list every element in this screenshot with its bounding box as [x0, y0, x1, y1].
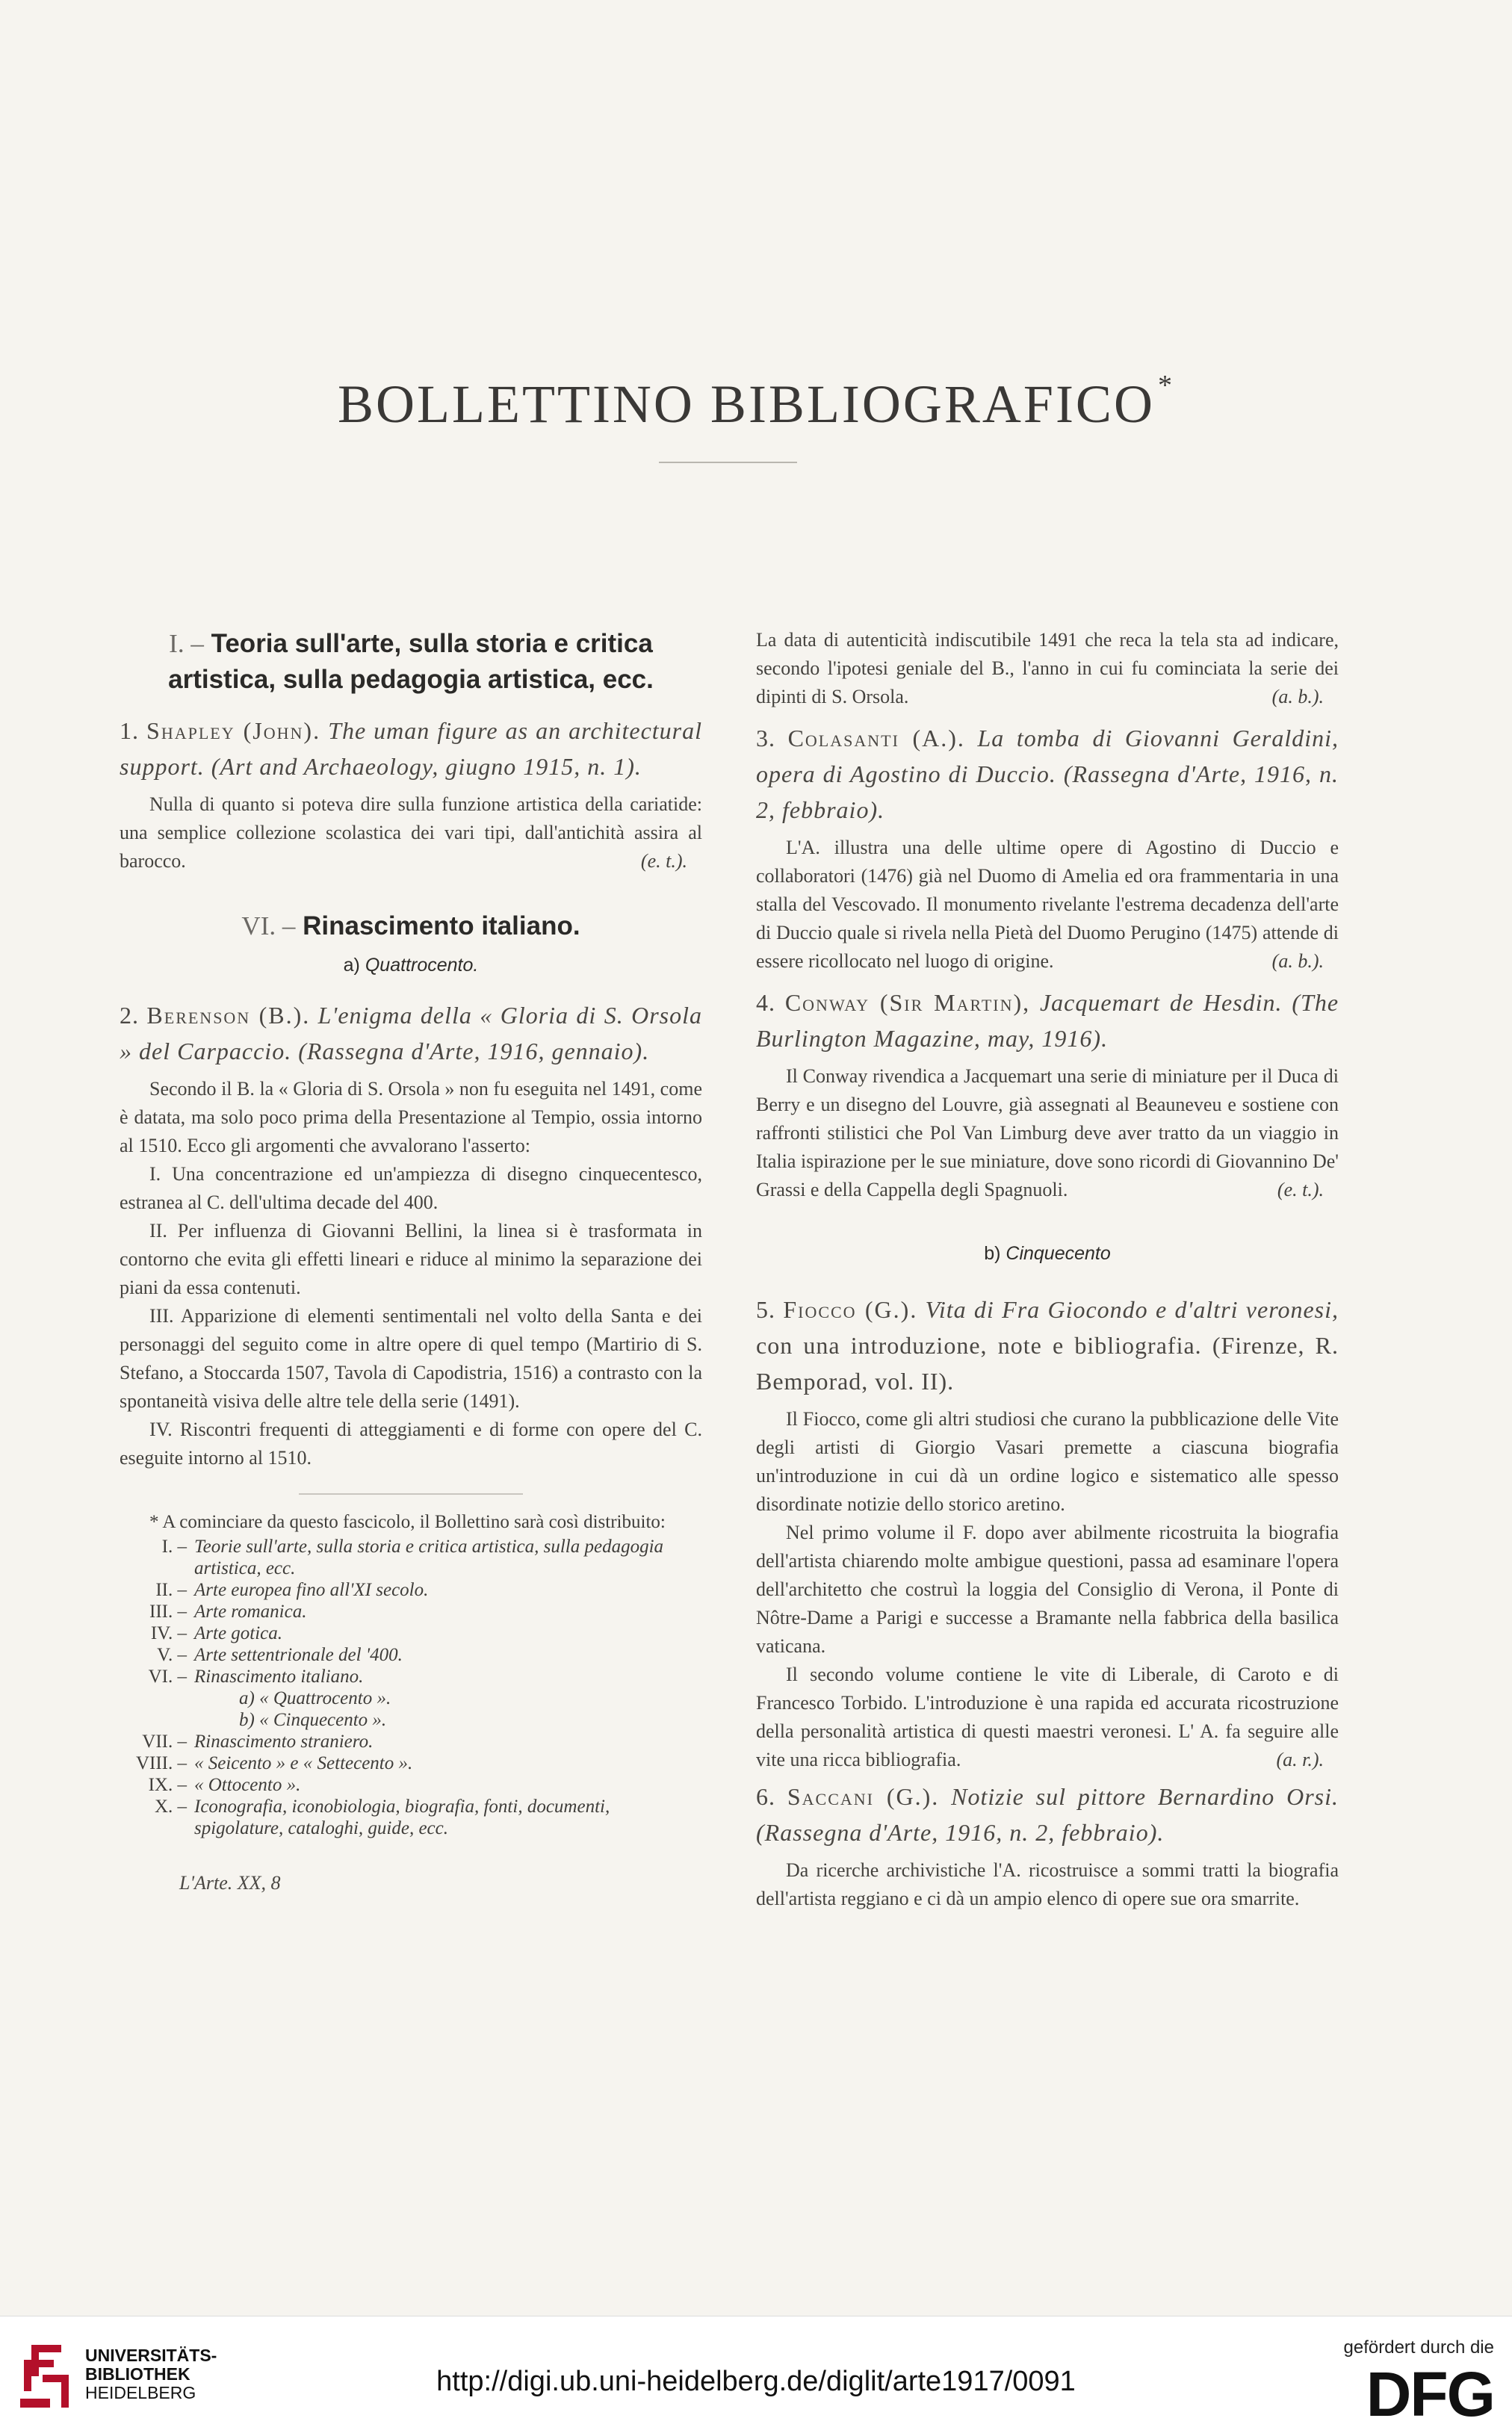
- entry-number: 4.: [756, 989, 775, 1016]
- footnote-item-number: VII. –: [142, 1732, 187, 1752]
- footnote-item-text: « Seicento » e « Settecento ».: [194, 1753, 413, 1773]
- entry-6-body: [756, 1856, 1339, 1913]
- entry-source: con una introduzione, note e bibliografia. (Firenze, R. Bemporad, vol. II).: [756, 1332, 1339, 1395]
- footnote-item-text: Teorie sull'arte, sulla storia e critica artistica, sulla pedagogia artistica, ecc.: [194, 1537, 664, 1578]
- library-line: BIBLIOTHEK: [85, 2364, 190, 2384]
- footnote-intro: * A cominciare da questo fascicolo, il Bollettino sarà così distribuito:: [149, 1512, 666, 1532]
- entry-author: Shapley (John).: [146, 717, 321, 744]
- footnote-item-text: Arte settentrionale del '400.: [194, 1645, 403, 1665]
- footnote-item-number: [120, 1687, 194, 1709]
- footnote-item-text: a) « Quattrocento ».: [239, 1688, 391, 1708]
- section-number: VI. –: [241, 911, 296, 940]
- entry-author: Berenson (B.).: [146, 1002, 311, 1029]
- entry-5-body: [756, 1405, 1339, 1774]
- entry-2-body: [120, 1075, 702, 1472]
- footnote-item: [120, 1666, 702, 1687]
- footnote-item-text: Arte romanica.: [194, 1602, 307, 1622]
- footnote-item-number: II. –: [155, 1580, 187, 1600]
- section-number: I. –: [169, 629, 204, 658]
- footnote-item: [120, 1752, 702, 1774]
- footnote-item-text: Arte gotica.: [194, 1623, 283, 1643]
- page-footer: [179, 1872, 702, 1894]
- section-heading-6: [120, 908, 702, 944]
- subsection-letter: a): [343, 955, 360, 976]
- footnote-item-text: Arte europea fino all'XI secolo.: [194, 1580, 429, 1600]
- footnote-item: [120, 1731, 702, 1752]
- entry-4-body: [756, 1062, 1339, 1204]
- footnote-item-number: I. –: [161, 1537, 187, 1557]
- library-line: HEIDELBERG: [85, 2383, 196, 2402]
- section-title: Rinascimento italiano.: [303, 911, 580, 940]
- paragraph: Da ricerche archivistiche l'A. ricostruisce a sommi tratti la biografia dell'artista reggiano e ci dà un ampio elenco di opere sue ora smarrite.: [756, 1859, 1339, 1909]
- footnote-item-number: IX. –: [148, 1775, 187, 1795]
- title-footnote-mark: *: [1157, 370, 1174, 401]
- entry-text: Nulla di quanto si poteva dire sulla funzione artistica della cariatide: una semplice collezione scolastica dei vari tipi, dall'antichità assira al barocco.: [120, 793, 702, 872]
- footnote-item: [120, 1709, 702, 1731]
- footnote-item-text: Rinascimento straniero.: [194, 1732, 374, 1752]
- footnote-item: [120, 1687, 702, 1709]
- entry-source: (Rassegna d'Arte, 1916, n. 2, febbraio).: [756, 1819, 1165, 1846]
- continuation-paragraph: [756, 626, 1339, 711]
- footnote-item-number: III. –: [149, 1602, 187, 1622]
- footnote-item: [120, 1622, 702, 1644]
- paragraph: Il secondo volume contiene le vite di Liberale, di Caroto e di Francesco Torbido. L'introduzione è una rapida ed accurata ricostruzione della personalità artistica di questi maestri veronesi. L' A. fa seguire alle vite una ricca bibliografia.: [756, 1664, 1339, 1770]
- footnote-item-text: Iconografia, iconobiologia, biografia, fonti, documenti, spigolature, cataloghi, guide, ecc.: [194, 1797, 610, 1838]
- paragraph: II. Per influenza di Giovanni Bellini, la linea si è trasformata in contorno che evita gli effetti lineari e riduce al minimo la separazione dei piani da essa contenuti.: [120, 1220, 702, 1298]
- entry-title: Jacquemart de Hesdin.: [1039, 989, 1283, 1016]
- section-heading-1: [120, 626, 702, 698]
- entry-number: 5.: [756, 1296, 775, 1323]
- paragraph: III. Apparizione di elementi sentimentali nel volto della Santa e dei personaggi del seguito come in altre opere di quel tempo (Martirio di S. Stefano, a Stoccarda 1507, Tavola di Capodistria, 1516) a contrasto con la spontaneità visiva delle altre tele della serie (1491).: [120, 1305, 702, 1412]
- subsection-b: [756, 1243, 1339, 1265]
- entry-source: (Rassegna d'Arte, 1916, n. 2, febbraio).: [756, 760, 1339, 823]
- footnote-item-text: Rinascimento italiano.: [194, 1667, 364, 1687]
- footnote-list: [120, 1536, 702, 1839]
- entry-5-heading: [756, 1292, 1339, 1399]
- entry-signature: (e. t.).: [1277, 1179, 1324, 1200]
- footnote-item-number: V. –: [157, 1645, 187, 1665]
- entry-1-body: [120, 790, 702, 875]
- subsection-letter: b): [984, 1243, 1001, 1264]
- title-text: BOLLETTINO BIBLIOGRAFICO: [338, 374, 1155, 434]
- entry-6-heading: [756, 1779, 1339, 1850]
- entry-number: 1.: [120, 717, 139, 744]
- section-title: Teoria sull'arte, sulla storia e critica artistica, sulla pedagogia artistica, ecc.: [168, 629, 654, 694]
- dfg-logo: DFG: [1366, 2359, 1494, 2429]
- permalink[interactable]: http://digi.ub.uni-heidelberg.de/diglit/arte1917/0091: [436, 2366, 1076, 2397]
- digitization-footer: [0, 2316, 1512, 2433]
- entry-title: L'enigma della « Gloria di S. Orsola » del Carpaccio.: [120, 1002, 703, 1064]
- footnote-item: [120, 1774, 702, 1796]
- entry-number: 3.: [756, 725, 775, 751]
- entry-author: Conway (Sir Martin),: [784, 989, 1031, 1016]
- entry-3-body: [756, 834, 1339, 976]
- footnote: [120, 1511, 702, 1839]
- footnote-item-text: b) « Cinquecento ».: [239, 1710, 387, 1730]
- entry-text: Il Conway rivendica a Jacquemart una serie di miniature per il Duca di Berry e un disegno del Louvre, già assegnati al Beauneveu e sostiene con raffronti stilistici che Pol Van Limburg deve aver tratto da un viaggio in Italia ispirazione per le sue miniature, dove sono ricordi di Giovannino De' Grassi e della Cappella degli Spagnuoli.: [756, 1065, 1339, 1200]
- entry-source: (The Burlington Magazine, may, 1916).: [756, 989, 1339, 1052]
- footnote-item: [120, 1796, 702, 1839]
- entry-author: Fiocco (G.).: [783, 1296, 918, 1323]
- footnote-item-number: VI. –: [148, 1667, 187, 1687]
- right-column: [756, 626, 1339, 1913]
- subsection-name: Cinquecento: [1006, 1243, 1111, 1264]
- entry-source: (Art and Archaeology, giugno 1915, n. 1).: [211, 753, 642, 780]
- footnote-item: [120, 1536, 702, 1579]
- footnote-item-number: VIII. –: [135, 1753, 187, 1773]
- paragraph: Nel primo volume il F. dopo aver abilmente ricostruita la biografia dell'artista chiarendo molte ambigue questioni, passa ad esaminare l'opera dell'architetto che costruì la loggia del Consiglio di Verona, il Ponte di Nôtre-Dame a Parigi e successe a Bramante nella fabbrica della basilica vaticana.: [756, 1522, 1339, 1657]
- entry-4-heading: [756, 985, 1339, 1056]
- entry-signature: (a. r.).: [1276, 1749, 1324, 1770]
- entry-text: L'A. illustra una delle ultime opere di Agostino di Duccio e collaboratori (1476) già nel Duomo di Amelia ed ora frammentaria in una stalla del Vescovado. Il monumento rivelante l'estrema decadenza dell'arte di Duccio quale si rivela nella Pietà del Duomo Perugino (1475) attende di essere ricollocato nel luogo di origine.: [756, 837, 1339, 972]
- library-line: UNIVERSITÄTS-: [85, 2346, 217, 2365]
- entry-number: 2.: [120, 1002, 139, 1029]
- funding-caption: gefördert durch die: [1343, 2337, 1494, 2358]
- page-title: [0, 370, 1512, 436]
- entry-title: La tomba di Giovanni Geraldini, opera di Agostino di Duccio.: [756, 725, 1339, 787]
- entry-title: The uman figure as an architectural support.: [120, 717, 703, 780]
- entry-signature: (a. b.).: [1271, 950, 1324, 972]
- entry-author: Colasanti (A.).: [787, 725, 965, 751]
- entry-source: (Rassegna d'Arte, 1916, gennaio).: [298, 1038, 650, 1064]
- entry-title: Vita di Fra Giocondo e d'altri veronesi,: [925, 1296, 1339, 1323]
- entry-1-heading: [120, 713, 702, 784]
- subsection-name: Quattrocento.: [365, 955, 479, 976]
- left-column: [120, 626, 702, 1894]
- footnote-item-number: X. –: [154, 1797, 187, 1817]
- entry-title: Notizie sul pittore Bernardino Orsi.: [951, 1783, 1339, 1810]
- entry-2-heading: [120, 997, 702, 1069]
- footnote-item-number: [120, 1709, 194, 1731]
- footnote-item: [120, 1579, 702, 1601]
- entry-author: Saccani (G.).: [787, 1783, 940, 1810]
- paragraph: IV. Riscontri frequenti di atteggiamenti e di forme con opere del C. eseguite intorno al 1510.: [120, 1419, 702, 1469]
- paragraph: I. Una concentrazione ed un'ampiezza di disegno cinquecentesco, estranea al C. dell'ultima decade del 400.: [120, 1163, 702, 1213]
- footnote-item: [120, 1601, 702, 1622]
- entry-number: 6.: [756, 1783, 775, 1810]
- paragraph: La data di autenticità indiscutibile 1491 che reca la tela sta ad indicare, secondo l'ipotesi geniale del B., l'anno in cui fu cominciata la serie dei dipinti di S. Orsola.: [756, 629, 1339, 707]
- footnote-item: [120, 1644, 702, 1666]
- footnote-item-text: « Ottocento ».: [194, 1775, 301, 1795]
- entry-3-heading: [756, 720, 1339, 828]
- entry-signature: (e. t.).: [640, 850, 687, 872]
- footnote-rule: [299, 1493, 523, 1495]
- title-rule: [659, 462, 797, 463]
- entry-signature: (a. b.).: [1271, 686, 1324, 707]
- page-footer-text: L'Arte. XX, 8: [179, 1872, 281, 1894]
- subsection-a: [120, 955, 702, 976]
- footnote-item-number: IV. –: [150, 1623, 187, 1643]
- paragraph: Secondo il B. la « Gloria di S. Orsola » non fu eseguita nel 1491, come è datata, ma solo poco prima della Presentazione al Tempio, ossia intorno al 1510. Ecco gli argomenti che avvalorano l'asserto:: [120, 1078, 702, 1156]
- paragraph: Il Fiocco, come gli altri studiosi che curano la pubblicazione delle Vite degli artisti di Giorgio Vasari premette a ciascuna biografia un'introduzione in cui dà un ordine logico e sistematico alle spesso disordinate notizie dello storico aretino.: [756, 1408, 1339, 1515]
